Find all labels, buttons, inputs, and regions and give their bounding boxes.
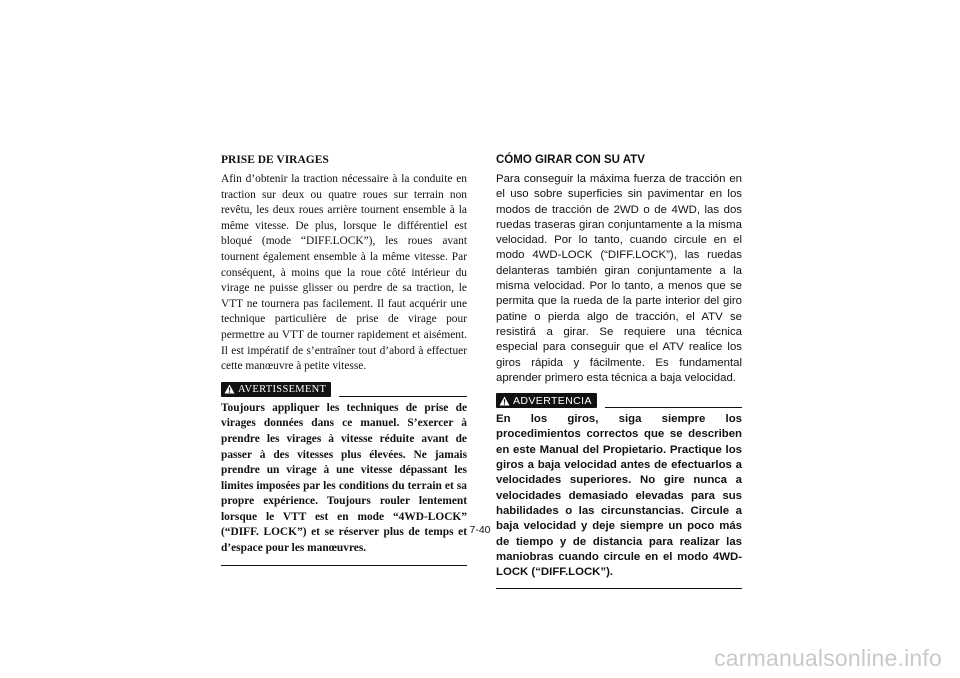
- french-warning-text: Toujours appliquer les techniques de prise de virages données dans ce manuel. S’exercer à prendre les virages à vitesse réduite avant de passer à des vitesses plus élevées. Ne jamais prendre un virage à une vitesse dépassant les limites imposées par les conditions du terrain et sa propre expérience. Toujours rouler lentement lorsque le VTT est en mode “4WD-LOCK” (“DIFF. LOCK”) et se réserver plus de temps et d’espace pour les manœuvres.: [221, 401, 467, 555]
- spanish-warning-badge: [496, 393, 597, 408]
- french-paragraph: Afin d’obtenir la traction nécessaire à la conduite en traction sur deux ou quatre roues sur terrain non revêtu, les deux roues arrière tournent ensemble à la même vitesse. De plus, lorsque le différentiel est bloqué (mode “DIFF.LOCK”), les roues avant tournent également ensemble à la même vitesse. Par conséquent, à moins que la roue côté intérieur du virage ne puisse glisser ou perdre de sa traction, le VTT ne tournera pas facilement. Il faut acquérir une technique particulière de prise de virage pour permettre au VTT de tourner rapidement et aisément. Il est impératif de s’entraîner tout d’abord à effectuer cette manœuvre à petite vitesse.: [221, 173, 467, 373]
- spanish-warning-label: ADVERTENCIA: [513, 394, 592, 407]
- french-warning-header: [221, 381, 467, 397]
- warning-triangle-icon: [499, 396, 510, 406]
- spanish-warning-text: En los giros, siga siempre los procedimientos correctos que se describen en este Manual del Propietario. Practique los giros a baja velocidad antes de efectuarlos a velocidades superiores. No gire nunca a velocidades demasiado elevadas para sus habilidades o las circunstancias. Circule a baja velocidad y deje siempre un poco más de tiempo y de distancia para realizar las maniobras cuando circule en el modo 4WD-LOCK (“DIFF.LOCK”).: [496, 413, 742, 579]
- french-warning-rule: [339, 396, 467, 397]
- french-heading: PRISE DE VIRAGES: [221, 154, 329, 166]
- spanish-heading: CÓMO GIRAR CON SU ATV: [496, 154, 645, 166]
- spanish-end-rule: [496, 588, 742, 589]
- french-warning-badge: [221, 382, 331, 397]
- spanish-warning-header: [496, 392, 742, 408]
- spanish-column: [496, 153, 742, 589]
- warning-triangle-icon: [224, 384, 235, 394]
- spanish-paragraph: Para conseguir la máxima fuerza de tracción en el uso sobre superficies sin pavimentar en los modos de tracción de 2WD o de 4WD, las dos ruedas traseras giran conjuntamente a la misma velocidad. Por lo tanto, cuando circule en el modo 4WD-LOCK (“DIFF.LOCK”), las ruedas delanteras también giran conjuntamente a la misma velocidad. Por lo tanto, a menos que se permita que la rueda de la parte interior del giro patine o pierda algo de tracción, el ATV se resistirá a girar. Se requiere una técnica especial para conseguir que el ATV realice los giros rápida y fácilmente. Es fundamental aprender primero esta técnica a baja velocidad.: [496, 173, 742, 384]
- french-warning-label: AVERTISSEMENT: [238, 383, 327, 395]
- watermark-text: carmanualsonline.info: [714, 645, 942, 671]
- spanish-warning-rule: [605, 407, 742, 408]
- page-number: 7-40: [469, 524, 491, 536]
- french-column: [221, 153, 467, 566]
- french-end-rule: [221, 565, 467, 566]
